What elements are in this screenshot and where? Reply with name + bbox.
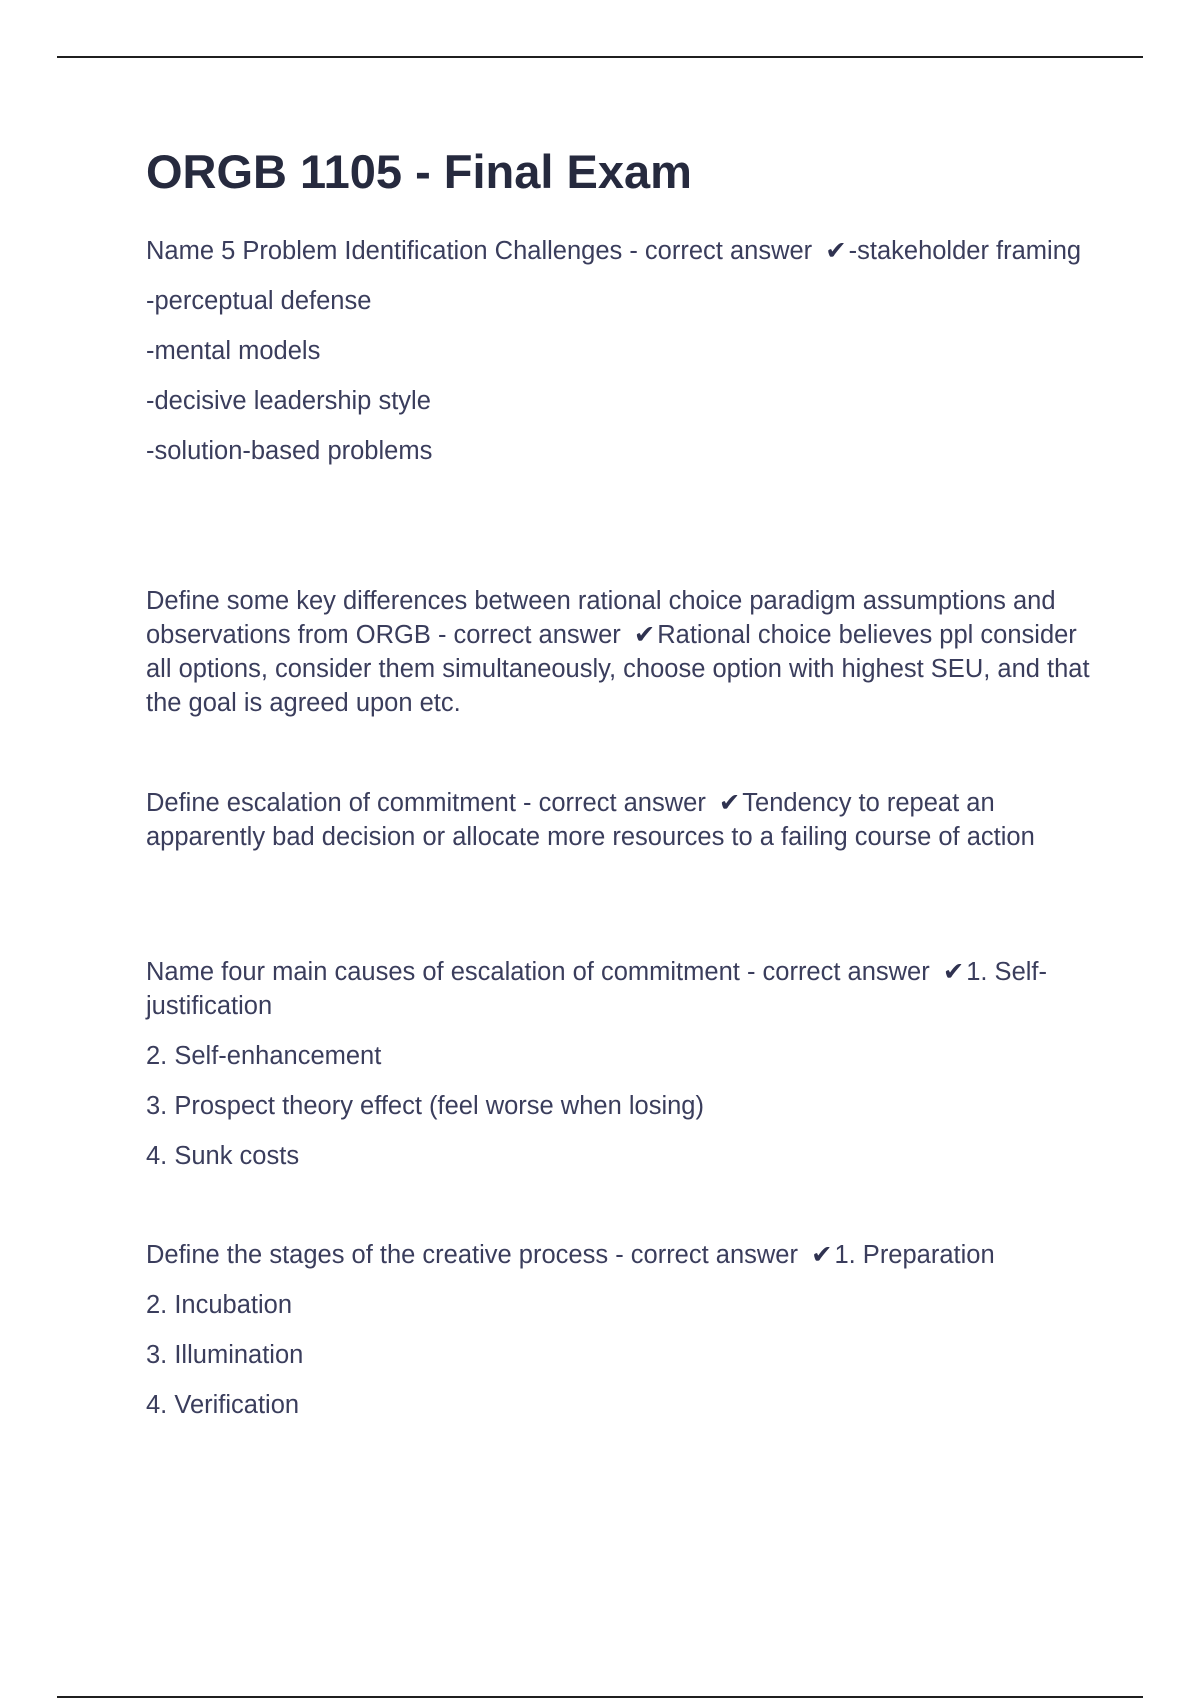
answer-line: -mental models xyxy=(146,337,321,365)
qa-item-5 xyxy=(146,1238,1096,1422)
question-text: Define some key differences between rational choice paradigm assumptions and observations from ORGB xyxy=(146,587,1056,649)
qa-item-3 xyxy=(146,786,1096,854)
check-icon: ✔ xyxy=(825,237,847,265)
qa-question-line xyxy=(146,1238,1096,1272)
answer-text: 1. Self-justification xyxy=(146,958,1047,1020)
answer-line: 2. Self-enhancement xyxy=(146,1042,382,1070)
answer-line: -decisive leadership style xyxy=(146,387,431,415)
correct-answer-connector: - correct answer xyxy=(615,1241,798,1269)
answer-line: 4. Sunk costs xyxy=(146,1142,300,1170)
qa-question-line xyxy=(146,955,1096,1023)
question-text: Name 5 Problem Identification Challenges xyxy=(146,237,623,265)
question-text: Define the stages of the creative process xyxy=(146,1241,609,1269)
check-icon: ✔ xyxy=(811,1241,833,1269)
answer-text: Rational choice believes ppl consider all options, consider them simultaneously, choose option with highest SEU, and that the goal is agreed upon etc. xyxy=(146,621,1090,717)
answer-text: Tendency to repeat an apparently bad decision or allocate more resources to a failing course of action xyxy=(146,789,1035,851)
question-text: Name four main causes of escalation of commitment xyxy=(146,958,740,986)
footer-rule xyxy=(57,1696,1143,1698)
correct-answer-connector: - correct answer xyxy=(523,789,706,817)
document-title: ORGB 1105 - Final Exam xyxy=(146,145,692,198)
answer-line: 3. Illumination xyxy=(146,1341,304,1369)
answer-line: 2. Incubation xyxy=(146,1291,293,1319)
answer-line: 3. Prospect theory effect (feel worse when losing) xyxy=(146,1092,704,1120)
qa-item-2 xyxy=(146,584,1096,720)
check-icon: ✔ xyxy=(942,958,965,986)
qa-question-line xyxy=(146,234,1096,268)
answer-line: -solution-based problems xyxy=(146,437,433,465)
answer-text: -stakeholder framing xyxy=(848,237,1082,265)
correct-answer-connector: - correct answer xyxy=(629,237,813,265)
qa-item-1 xyxy=(146,234,1096,468)
qa-question-line xyxy=(146,584,1096,720)
qa-question-line xyxy=(146,786,1096,854)
correct-answer-connector: - correct answer xyxy=(437,621,621,649)
answer-text: 1. Preparation xyxy=(834,1241,995,1269)
question-text: Define escalation of commitment xyxy=(146,789,516,817)
check-icon: ✔ xyxy=(718,789,741,817)
qa-item-4 xyxy=(146,955,1096,1173)
answer-line: -perceptual defense xyxy=(146,287,372,315)
correct-answer-connector: - correct answer xyxy=(746,958,930,986)
check-icon: ✔ xyxy=(633,621,656,649)
header-rule xyxy=(57,56,1143,58)
answer-line: 4. Verification xyxy=(146,1391,300,1419)
